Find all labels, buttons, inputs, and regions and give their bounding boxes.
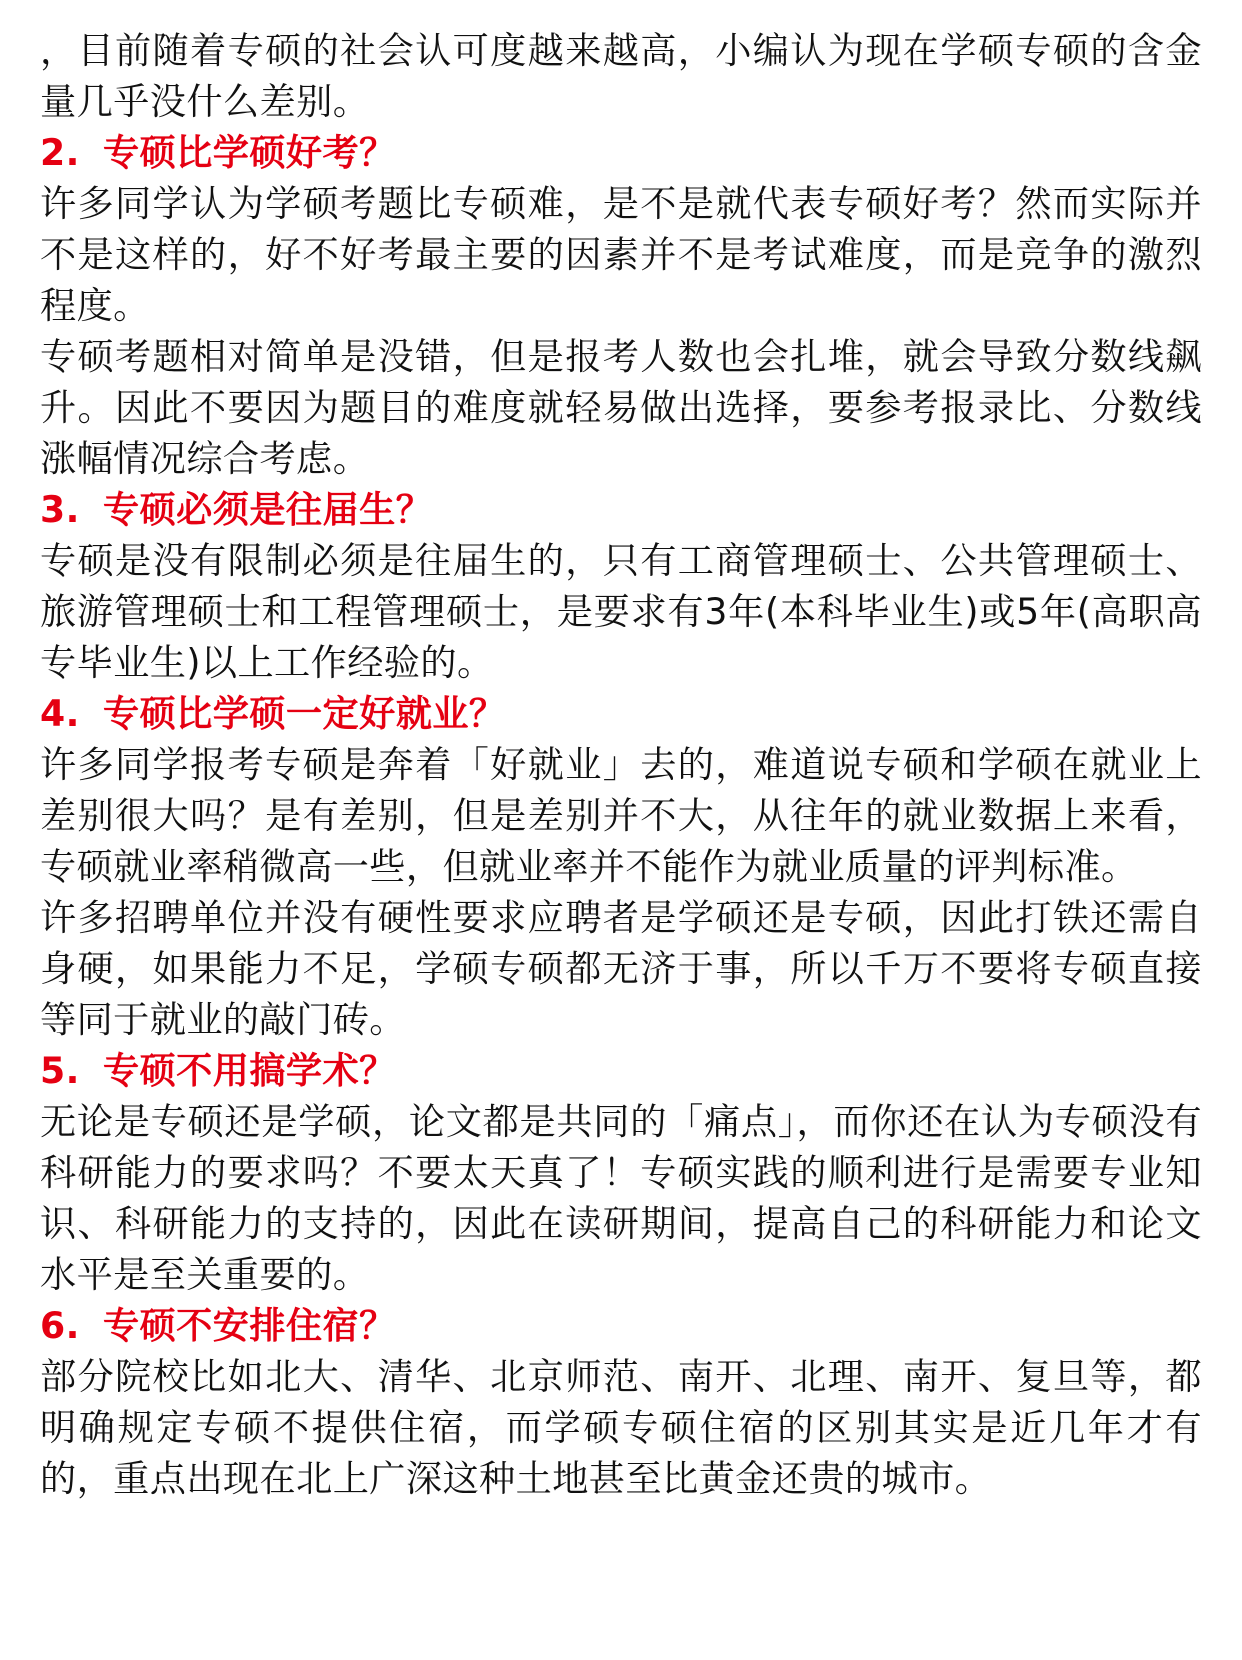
section-6-paragraph-1: 部分院校比如北大、清华、北京师范、南开、北理、南开、复旦等，都明确规定专硕不提供住宿，而学硕专硕住宿的区别其实是近几年才有的，重点出现在北上广深这种土地甚至比黄金还贵的城市。: [40, 1355, 1202, 1500]
heading-text: 专硕不用搞学术？: [103, 1049, 396, 1092]
section-5-paragraph-1: 无论是专硕还是学硕，论文都是共同的「痛点」，而你还在认为专硕没有科研能力的要求吗？不要太天真了！专硕实践的顺利进行是需要专业知识、科研能力的支持的，因此在读研期间，提高自己的科研能力和论文水平是至关重要的。: [40, 1100, 1202, 1296]
section-heading-5: [40, 1045, 1202, 1096]
section-2-paragraph-2: 专硕考题相对简单是没错，但是报考人数也会扎堆，就会导致分数线飙升。因此不要因为题目的难度就轻易做出选择，要参考报录比、分数线涨幅情况综合考虑。: [40, 335, 1202, 480]
heading-text: 专硕比学硕一定好就业？: [103, 692, 506, 735]
section-2-paragraph-1: 许多同学认为学硕考题比专硕难，是不是就代表专硕好考？然而实际并不是这样的，好不好考最主要的因素并不是考试难度，而是竞争的激烈程度。: [40, 182, 1202, 327]
heading-number: 6.: [40, 1304, 80, 1347]
section-4-paragraph-2: 许多招聘单位并没有硬性要求应聘者是学硕还是专硕，因此打铁还需自身硬，如果能力不足，学硕专硕都无济于事，所以千万不要将专硕直接等同于就业的敲门砖。: [40, 896, 1202, 1041]
heading-number: 2.: [40, 131, 80, 174]
heading-number: 4.: [40, 692, 80, 735]
intro-paragraph: ，目前随着专硕的社会认可度越来越高，小编认为现在学硕专硕的含金量几乎没什么差别。: [40, 29, 1202, 123]
heading-number: 3.: [40, 488, 80, 531]
heading-text: 专硕不安排住宿？: [103, 1304, 396, 1347]
section-4-paragraph-1: 许多同学报考专硕是奔着「好就业」去的，难道说专硕和学硕在就业上差别很大吗？是有差别，但是差别并不大，从往年的就业数据上来看，专硕就业率稍微高一些，但就业率并不能作为就业质量的评判标准。: [40, 743, 1202, 888]
section-heading-4: [40, 688, 1202, 739]
heading-text: 专硕比学硕好考？: [103, 131, 396, 174]
heading-number: 5.: [40, 1049, 80, 1092]
section-heading-2: [40, 127, 1202, 178]
article-body: [40, 25, 1202, 1504]
heading-text: 专硕必须是往届生？: [103, 488, 433, 531]
section-3-paragraph-1: 专硕是没有限制必须是往届生的，只有工商管理硕士、公共管理硕士、旅游管理硕士和工程管理硕士，是要求有3年(本科毕业生)或5年(高职高专毕业生)以上工作经验的。: [40, 539, 1202, 684]
section-heading-6: [40, 1300, 1202, 1351]
section-heading-3: [40, 484, 1202, 535]
